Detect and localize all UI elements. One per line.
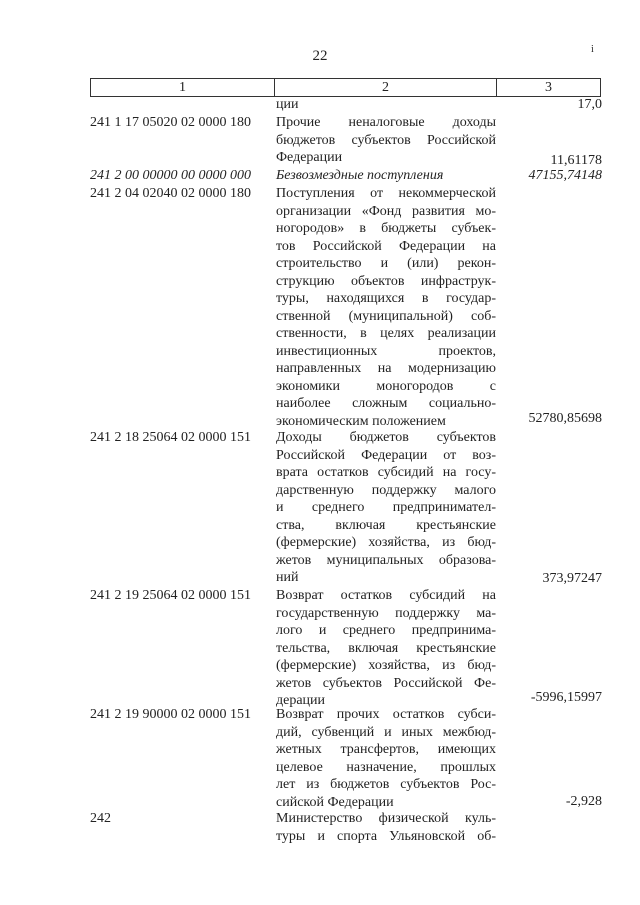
description-line: ний [276,570,299,585]
row-amount: 11,61178 [550,153,602,168]
row-amount: 47155,74148 [528,168,602,183]
description-line: лет из бюджетов субъектов Рос- [276,777,496,792]
row-amount: -2,928 [565,794,602,809]
description-line: Безвозмездные поступления [276,168,444,183]
page-number: 22 [312,48,328,64]
description-line: дерации [276,693,326,708]
description-line: Возврат остатков субсидий на [276,588,496,603]
description-line: направленных на модернизацию [276,361,496,376]
description-line: Доходы бюджетов субъектов [276,430,496,445]
row-description [276,706,496,811]
description-line: Федерации [276,150,343,165]
description-line: и среднего предпринимател- [276,500,496,515]
description-line: (фермерские) хозяйства, из бюд- [276,658,496,673]
description-line: экономики моногородов с [276,378,496,394]
description-line: туры, находящихся в государ- [276,291,496,306]
description-line: Прочие неналоговые доходы [276,115,496,130]
description-line: Возврат прочих остатков субси- [276,707,496,722]
description-line: струкцию объектов инфраструк- [276,273,496,289]
budget-code: 241 2 19 90000 02 0000 151 [90,707,251,722]
row-description [276,587,496,710]
description-line: дарственную поддержку малого [276,482,496,498]
description-line: тельства, включая крестьянские [276,640,496,656]
description-line: ственности, в целях реализации [276,326,496,341]
description-line: жетных трансфертов, имеющих [276,742,496,757]
description-line: тов Российской Федерации на [276,238,496,254]
description-line: сийской Федерации [276,794,394,810]
description-line: жетов муниципальных образова- [276,552,496,568]
description-line: ства, включая крестьянские [276,517,496,533]
row-amount: 52780,85698 [528,411,602,426]
description-line: бюджетов субъектов Российской [276,132,496,148]
description-line: целевое назначение, прошлых [276,759,496,775]
description-line: Поступления от некоммерческой [276,186,496,201]
row-description [276,810,496,845]
description-line: Министерство физической куль- [276,811,496,826]
column-header-table [90,78,601,97]
description-line: наиболее сложным социально- [276,396,496,411]
row-description [276,185,496,430]
budget-code: 241 2 00 00000 00 0000 000 [90,168,251,183]
description-line: ственной (муниципальной) соб- [276,308,496,324]
description-line: ции [276,97,299,112]
row-description [276,429,496,587]
description-line: инвестиционных проектов, [276,343,496,359]
description-line: жетов субъектов Российской Фе- [276,675,496,691]
description-line: ногородов» в бюджеты субъек- [276,221,496,236]
description-line: организации «Фонд развития мо- [276,203,496,219]
column-header-2: 2 [275,79,497,97]
description-line: строительство и (или) рекон- [276,256,496,271]
description-line: Российской Федерации от воз- [276,447,496,463]
row-amount: 17,0 [577,97,602,112]
description-line: врата остатков субсидий на госу- [276,465,496,480]
budget-code: 241 1 17 05020 02 0000 180 [90,115,251,130]
row-amount: 373,97247 [542,571,602,586]
description-line: экономическим положением [276,413,446,429]
description-line: дий, субвенций и иных межбюд- [276,724,496,740]
budget-code: 242 [90,811,111,826]
budget-code: 241 2 18 25064 02 0000 151 [90,430,251,445]
budget-code: 241 2 19 25064 02 0000 151 [90,588,251,603]
row-description [276,96,496,114]
description-line: туры и спорта Ульяновской об- [276,828,496,844]
budget-code: 241 2 04 02040 02 0000 180 [90,186,251,201]
row-amount: -5996,15997 [530,690,602,705]
description-line: государственную поддержку ма- [276,605,496,621]
column-header-3: 3 [497,79,601,97]
description-line: (фермерские) хозяйства, из бюд- [276,535,496,550]
description-line: лого и среднего предпринима- [276,623,496,638]
corner-mark: i [591,44,594,55]
row-description [276,167,496,185]
row-description [276,114,496,167]
column-header-1: 1 [91,79,275,97]
